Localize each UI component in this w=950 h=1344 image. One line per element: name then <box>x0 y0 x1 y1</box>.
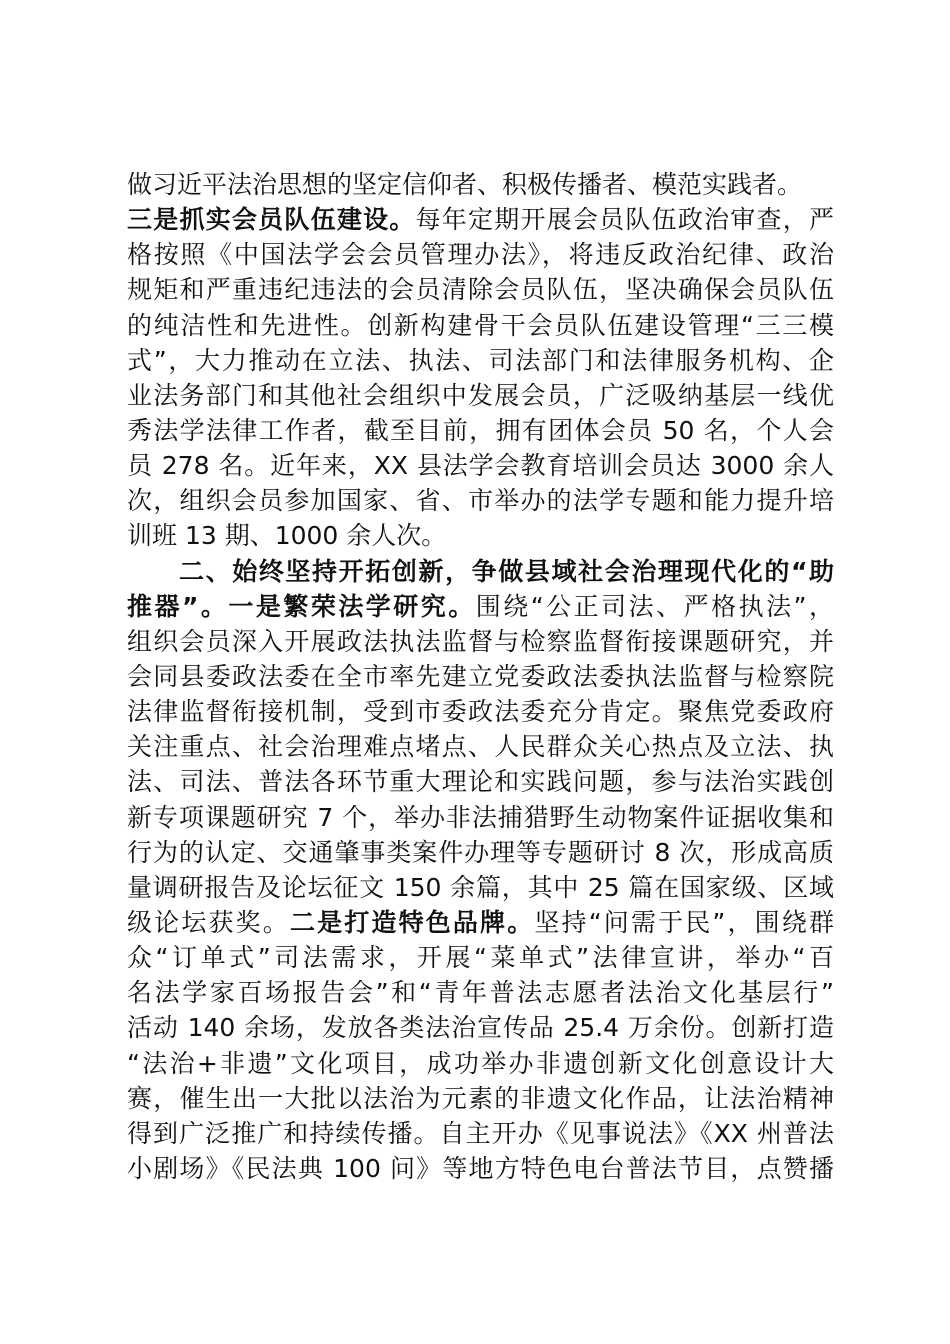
text-line <box>127 272 834 307</box>
body-text: 名法学家百场报告会”和“青年普法志愿者法治文化基层行” <box>127 978 834 1008</box>
body-text: 规矩和严重违纪违法的会员清除会员队伍，坚决确保会员队伍 <box>127 275 834 305</box>
text-line <box>127 870 834 905</box>
body-text: 做习近平法治思想的坚定信仰者、积极传播者、模范实践者。 <box>127 170 803 199</box>
body-text: 法、司法、普法各环节重大理论和实践问题，参与法治实践创 <box>127 767 834 797</box>
body-text: 量调研报告及论坛征文 150 余篇，其中 25 篇在国家级、区域 <box>127 872 834 902</box>
body-text: 格按照《中国法学会会员管理办法》，将违反政治纪律、政治 <box>127 240 834 270</box>
bold-heading-text: 二、始终坚持开拓创新，争做县域社会治理现代化的“助 <box>179 556 834 586</box>
text-line <box>127 378 834 413</box>
text-line <box>127 835 834 870</box>
text-line <box>127 1081 834 1116</box>
text-line <box>127 308 834 343</box>
text-line <box>127 764 834 799</box>
body-text: 法律监督衔接机制，受到市委政法委充分肯定。聚焦党委政府 <box>127 697 834 727</box>
body-text: 次，组织会员参加国家、省、市举办的法学专题和能力提升培 <box>127 486 834 516</box>
text-line <box>127 483 834 518</box>
text-line <box>127 589 834 624</box>
body-text: 关注重点、社会治理难点堵点、人民群众关心热点及立法、执 <box>127 732 834 762</box>
text-line <box>127 448 834 483</box>
text-line <box>127 1010 834 1045</box>
body-text: 式”，大力推动在立法、执法、司法部门和法律服务机构、企 <box>127 345 834 375</box>
text-line <box>127 905 834 940</box>
text-line <box>127 202 834 237</box>
text-line <box>127 167 834 202</box>
bold-heading-text: 二是打造特色品牌。 <box>289 907 535 937</box>
body-text: 训班 13 期、1000 余人次。 <box>127 521 447 551</box>
body-text: 得到广泛推广和持续传播。自主开办《见事说法》《XX 州普法 <box>127 1118 834 1148</box>
bold-heading-text: 三是抓实会员队伍建设。 <box>127 205 416 235</box>
text-line <box>127 1046 834 1081</box>
body-text: 业法务部门和其他社会组织中发展会员，广泛吸纳基层一线优 <box>127 380 834 410</box>
body-text: 活动 140 余场，发放各类法治宣传品 25.4 万余份。创新打造 <box>127 1013 834 1043</box>
text-line <box>127 694 834 729</box>
body-text: 组织会员深入开展政法执法监督与检察监督衔接课题研究，并 <box>127 626 834 656</box>
text-line <box>127 237 834 272</box>
body-text: 众“订单式”司法需求，开展“菜单式”法律宣讲，举办“百 <box>127 943 834 973</box>
body-text: 级论坛获奖。 <box>127 907 290 937</box>
body-text: 小剧场》《民法典 100 问》等地方特色电台普法节目，点赞播 <box>127 1153 834 1183</box>
text-line <box>127 1151 834 1186</box>
body-text: 赛，催生出一大批以法治为元素的非遗文化作品，让法治精神 <box>127 1083 834 1113</box>
body-text: 围绕“公正司法、严格执法”， <box>475 591 834 621</box>
body-text: 新专项课题研究 7 个，举办非法捕猎野生动物案件证据收集和 <box>127 802 834 832</box>
document-body <box>127 167 834 1186</box>
bold-heading-text: 推器”。一是繁荣法学研究。 <box>127 591 476 621</box>
text-line <box>127 659 834 694</box>
body-text: 的纯洁性和先进性。创新构建骨干会员队伍建设管理“三三模 <box>127 310 834 340</box>
text-line <box>127 1116 834 1151</box>
body-text: “法治+非遗”文化项目，成功举办非遗创新文化创意设计大 <box>127 1048 834 1078</box>
text-line <box>127 518 834 553</box>
body-text: 会同县委政法委在全市率先建立党委政法委执法监督与检察院 <box>127 661 834 691</box>
text-line <box>127 729 834 764</box>
body-text: 员 278 名。近年来，XX 县法学会教育培训会员达 3000 余人 <box>127 451 834 481</box>
text-line <box>127 800 834 835</box>
body-text: 行为的认定、交通肇事类案件办理等专题研讨 8 次，形成高质 <box>127 837 834 867</box>
text-line <box>127 413 834 448</box>
body-text: 坚持“问需于民”，围绕群 <box>534 907 834 937</box>
text-line <box>127 975 834 1010</box>
text-line <box>127 940 834 975</box>
body-text: 每年定期开展会员队伍政治审查，严 <box>415 205 834 235</box>
text-line <box>127 554 834 589</box>
text-line <box>127 624 834 659</box>
body-text: 秀法学法律工作者，截至目前，拥有团体会员 50 名，个人会 <box>127 415 834 445</box>
text-line <box>127 343 834 378</box>
